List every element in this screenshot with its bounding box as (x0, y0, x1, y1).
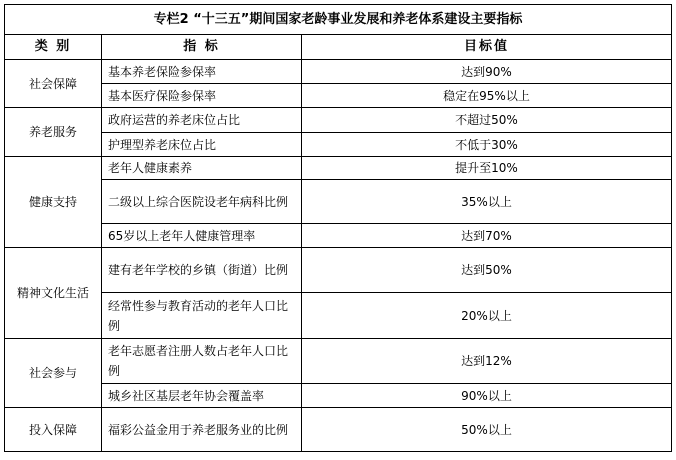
header-target: 目标值 (302, 35, 672, 60)
indicator-cell: 护理型养老床位占比 (102, 133, 302, 157)
table-row (5, 84, 672, 108)
target-cell: 稳定在95%以上 (302, 84, 672, 108)
target-cell: 不低于30% (302, 133, 672, 157)
category-cell: 投入保障 (5, 408, 102, 452)
category-cell: 社会保障 (5, 60, 102, 108)
target-cell: 35%以上 (302, 180, 672, 224)
table-row (5, 133, 672, 157)
indicator-cell: 基本医疗保险参保率 (102, 84, 302, 108)
target-cell: 50%以上 (302, 408, 672, 452)
table-row (5, 384, 672, 408)
indicator-cell: 老年志愿者注册人数占老年人口比例 (102, 339, 302, 384)
indicator-cell: 老年人健康素养 (102, 157, 302, 180)
target-cell: 不超过50% (302, 108, 672, 133)
table-row (5, 157, 672, 180)
header-indicator: 指 标 (102, 35, 302, 60)
indicator-cell: 经常性参与教育活动的老年人口比例 (102, 293, 302, 339)
table-row (5, 224, 672, 248)
target-cell: 达到90% (302, 60, 672, 84)
target-cell: 20%以上 (302, 293, 672, 339)
target-cell: 达到70% (302, 224, 672, 248)
table-row (5, 408, 672, 452)
indicator-cell: 福彩公益金用于养老服务业的比例 (102, 408, 302, 452)
indicator-cell: 基本养老保险参保率 (102, 60, 302, 84)
header-category: 类 别 (5, 35, 102, 60)
target-cell: 达到12% (302, 339, 672, 384)
category-cell: 精神文化生活 (5, 248, 102, 339)
table-row (5, 180, 672, 224)
indicator-cell: 政府运营的养老床位占比 (102, 108, 302, 133)
table-row (5, 248, 672, 293)
indicator-cell: 建有老年学校的乡镇（街道）比例 (102, 248, 302, 293)
table-header-row (5, 35, 672, 60)
indicator-cell: 二级以上综合医院设老年病科比例 (102, 180, 302, 224)
table-title: 专栏2 “十三五”期间国家老龄事业发展和养老体系建设主要指标 (4, 4, 672, 34)
indicator-cell: 65岁以上老年人健康管理率 (102, 224, 302, 248)
indicator-cell: 城乡社区基层老年协会覆盖率 (102, 384, 302, 408)
table-row (5, 339, 672, 384)
table-row (5, 60, 672, 84)
target-cell: 提升至10% (302, 157, 672, 180)
target-cell: 90%以上 (302, 384, 672, 408)
category-cell: 社会参与 (5, 339, 102, 408)
indicators-table (4, 34, 672, 452)
category-cell: 健康支持 (5, 157, 102, 248)
table-row (5, 293, 672, 339)
category-cell: 养老服务 (5, 108, 102, 157)
target-cell: 达到50% (302, 248, 672, 293)
table-row (5, 108, 672, 133)
